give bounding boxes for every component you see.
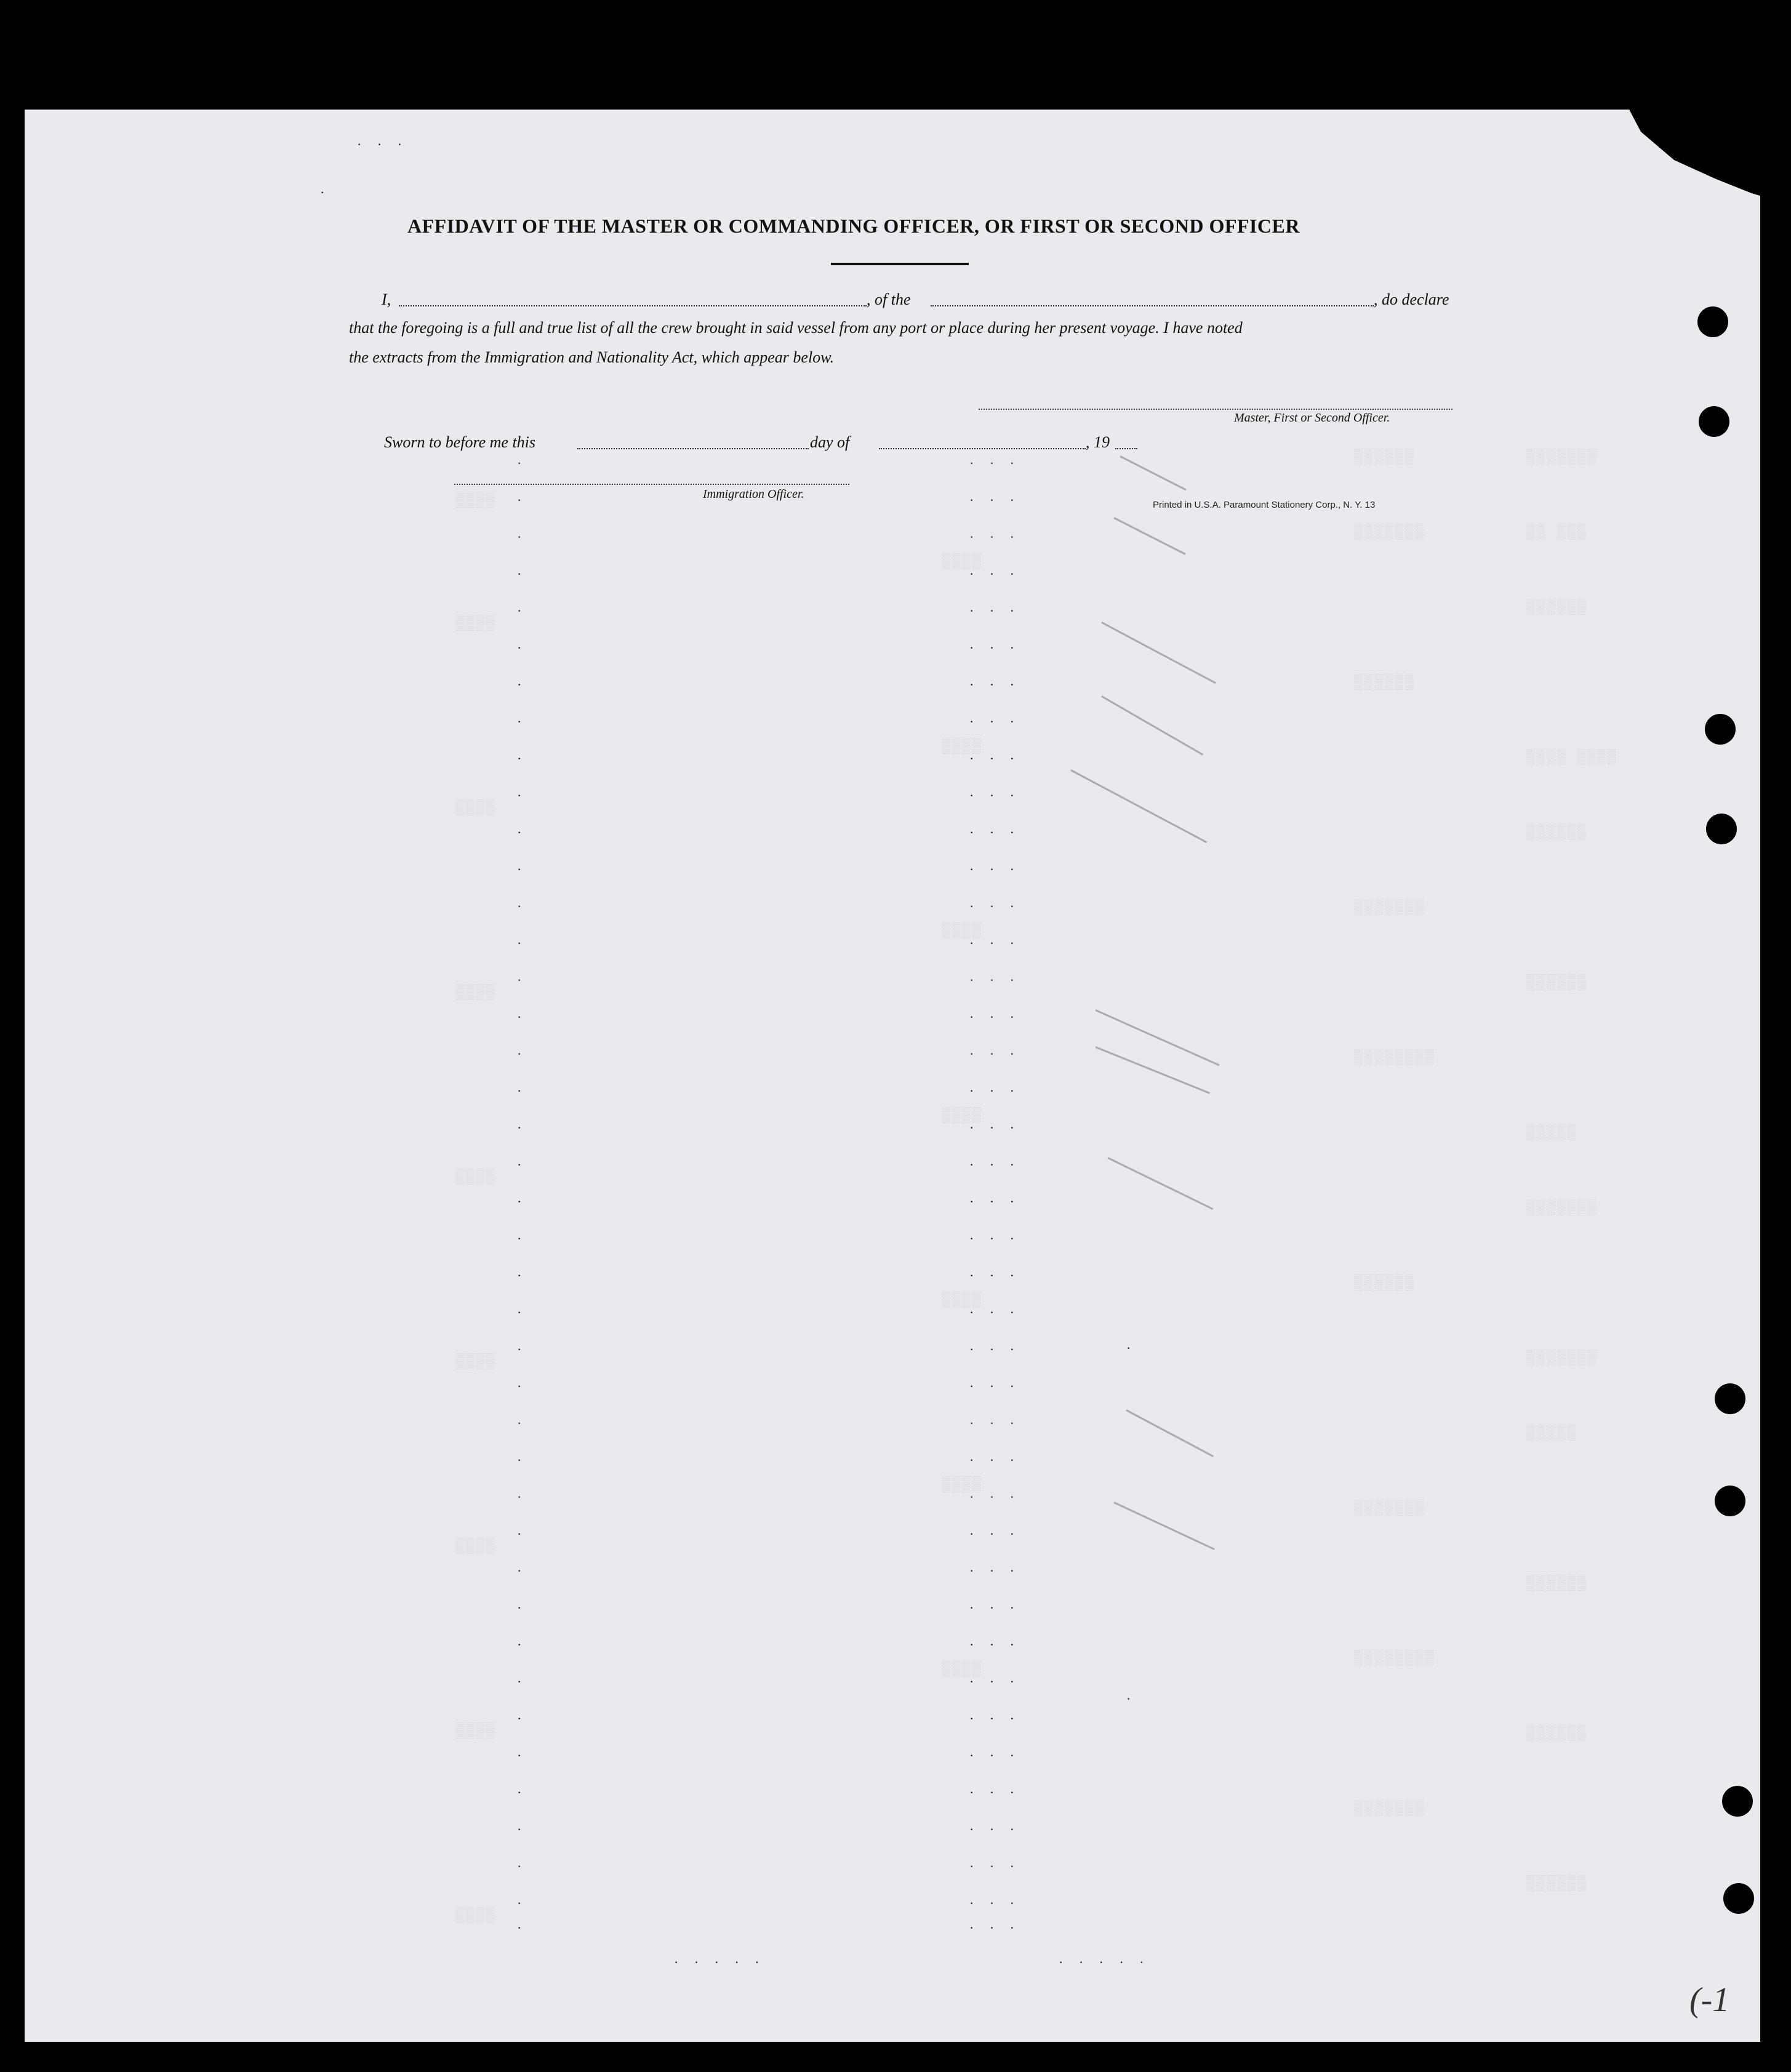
sworn-prefix: Sworn to before me this	[384, 433, 536, 451]
sworn-month-field	[879, 448, 1086, 449]
master-signature-line	[979, 409, 1452, 410]
declaration-do-declare-label: , do declare	[1374, 290, 1449, 308]
affidavit-title: AFFIDAVIT OF THE MASTER OR COMMANDING OFFICER, OR FIRST OR SECOND OFFICER	[407, 215, 1300, 237]
sworn-year-label: , 19	[1086, 433, 1110, 451]
declaration-I-label: I,	[382, 290, 391, 308]
declaration-line-2: that the foregoing is a full and true list of all the crew brought in said vessel from any port or place during her present voyage. I have noted	[349, 319, 1243, 337]
punch-hole	[1715, 1383, 1745, 1414]
document-page	[25, 110, 1760, 2042]
punch-hole	[1706, 814, 1737, 844]
sworn-year-field	[1115, 448, 1137, 449]
title-underline	[831, 263, 969, 265]
punch-hole	[1699, 406, 1729, 437]
punch-hole	[1715, 1486, 1745, 1516]
declaration-line-3: the extracts from the Immigration and Nationality Act, which appear below.	[349, 348, 835, 366]
vessel-name-field	[931, 305, 1374, 306]
declaration-of-the-label: , of the	[867, 290, 911, 308]
sworn-day-of-label: day of	[810, 433, 850, 451]
punch-hole	[1705, 714, 1736, 745]
corner-page-mark: (-1	[1689, 1981, 1730, 2019]
sworn-day-field	[577, 448, 809, 449]
punch-hole	[1723, 1883, 1754, 1914]
immigration-officer-label: Immigration Officer.	[703, 487, 804, 501]
punch-hole	[1697, 306, 1728, 337]
declarant-name-field	[399, 305, 867, 306]
immigration-officer-signature-line	[454, 484, 849, 485]
master-signature-label: Master, First or Second Officer.	[1234, 411, 1390, 425]
printer-imprint: Printed in U.S.A. Paramount Stationery Corp., N. Y. 13	[1153, 500, 1376, 510]
punch-hole	[1722, 1786, 1753, 1817]
